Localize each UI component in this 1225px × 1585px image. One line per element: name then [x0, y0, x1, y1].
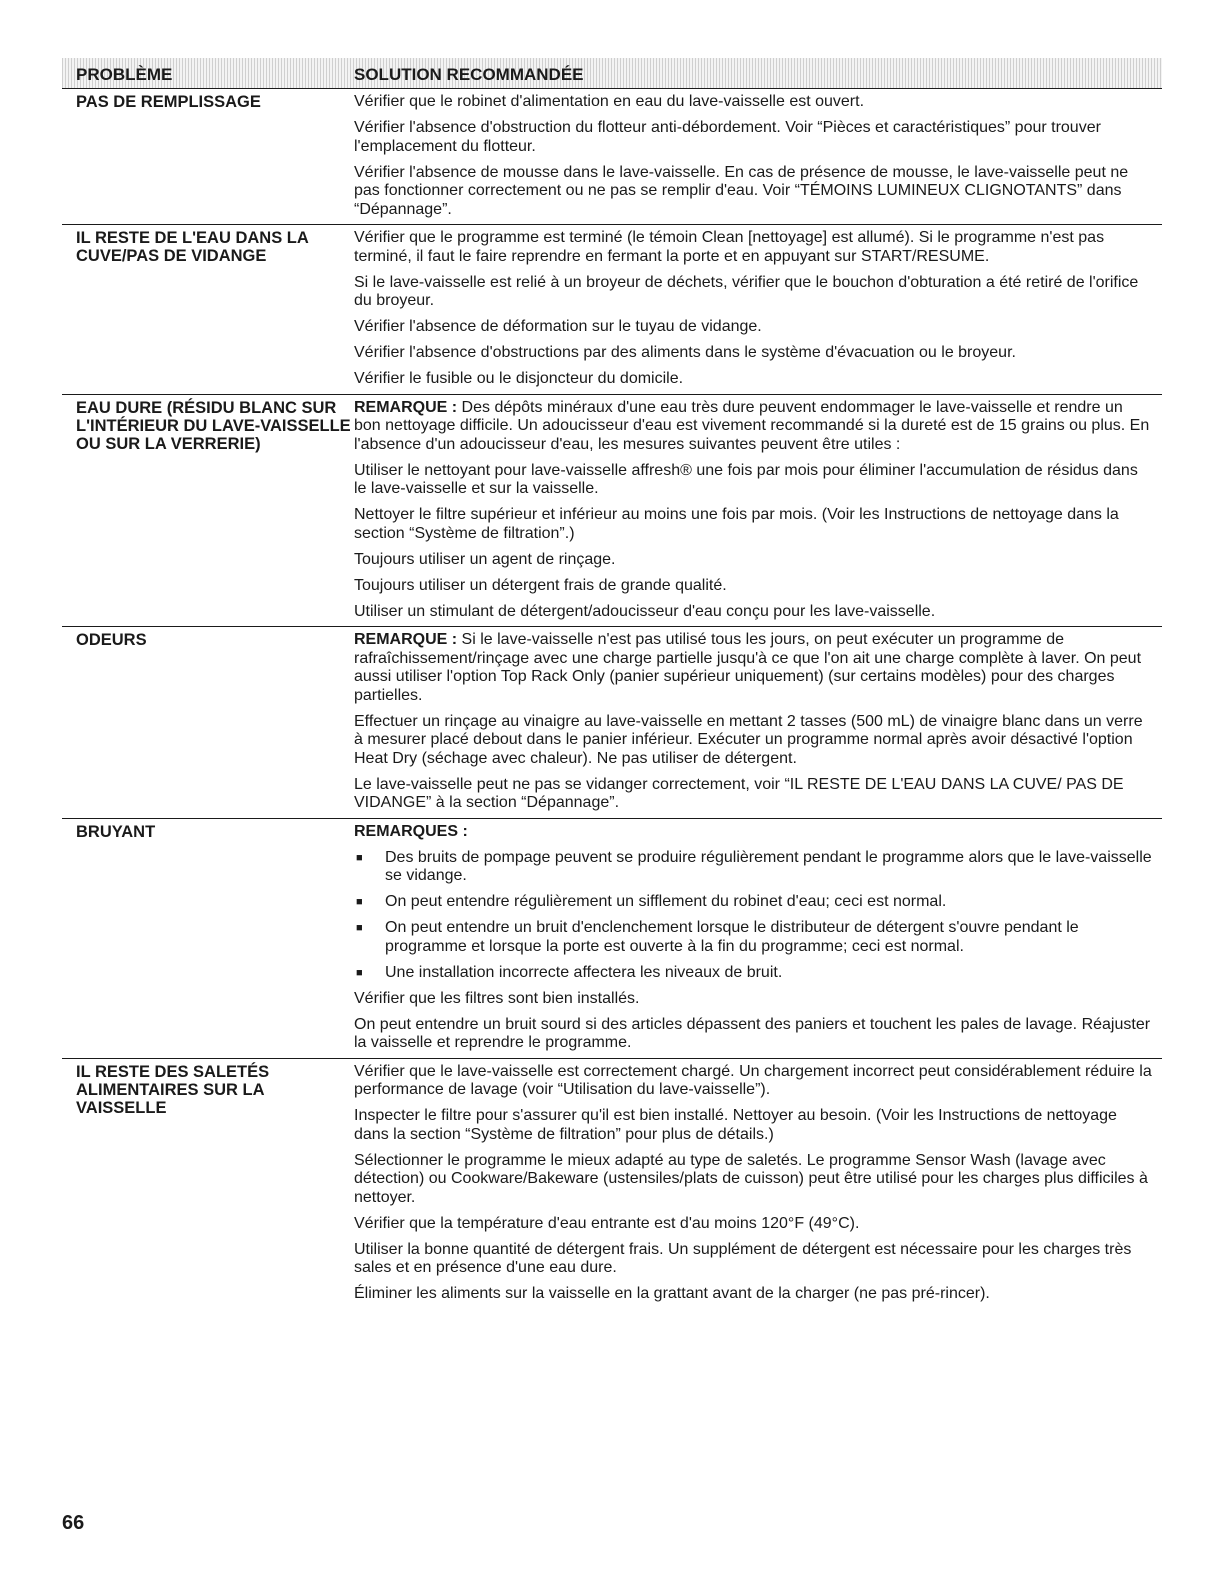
- solution-text: Toujours utiliser un agent de rinçage.: [354, 550, 616, 568]
- problem-label: EAU DURE (RÉSIDU BLANC SUR L'INTÉRIEUR DU LAVE-VAISSELLE OU SUR LA VERRERIE): [76, 398, 351, 453]
- table-header: [62, 58, 1162, 89]
- solution-list: [354, 823, 1162, 1053]
- solution-text: Utiliser la bonne quantité de détergent frais. Un supplément de détergent est nécessaire pour les charges très sales et en présence d'une eau dure.: [354, 1240, 1132, 1276]
- problem-label: IL RESTE DES SALETÉS ALIMENTAIRES SUR LA VAISSELLE: [76, 1062, 270, 1117]
- note-label: REMARQUES :: [354, 822, 468, 840]
- solution-paragraph: [354, 603, 1152, 622]
- solution-text: Utiliser un stimulant de détergent/adoucisseur d'eau conçu pour les lave-vaisselle.: [354, 602, 936, 620]
- solution-paragraph: [354, 577, 1152, 596]
- solution-text: Inspecter le filtre pour s'assurer qu'il est bien installé. Nettoyer au besoin. (Voir les Instructions de nettoyage dans la section “Système de filtration” pour plus de détails.): [354, 1107, 1117, 1143]
- solution-paragraph: [354, 164, 1152, 220]
- solution-paragraph: [354, 1063, 1152, 1100]
- header-solution-cell: [354, 65, 1162, 88]
- solution-text: Si le lave-vaisselle est relié à un broyeur de déchets, vérifier que le bouchon d'obturation a été retiré de l'orifice du broyeur.: [354, 273, 1139, 309]
- solution-list: [354, 399, 1162, 622]
- solution-paragraph: [354, 1016, 1152, 1053]
- bullet-square-icon: ■: [356, 966, 363, 979]
- solution-text: Vérifier le fusible ou le disjoncteur du domicile.: [354, 370, 684, 387]
- header-problem-label: PROBLÈME: [76, 65, 173, 84]
- solution-text: Vérifier que les filtres sont bien installés.: [354, 989, 640, 1007]
- solution-text: Le lave-vaisselle peut ne pas se vidanger correctement, voir “IL RESTE DE L'EAU DANS LA CUVE/ PAS DE VIDANGE” à la section “Dépannage”.: [354, 775, 1124, 811]
- solution-paragraph: [354, 1285, 1152, 1304]
- solution-text: Toujours utiliser un détergent frais de grande qualité.: [354, 576, 727, 594]
- table-row: [62, 225, 1162, 395]
- solution-text: Vérifier l'absence de déformation sur le tuyau de vidange.: [354, 318, 762, 335]
- solution-text: Sélectionner le programme le mieux adapté au type de saletés. Le programme Sensor Wash (lavage avec détection) ou Cookware/Bakeware (ustensiles/plats de cuisson) peut être utilisé pour les charges plus difficiles à nettoyer.: [354, 1151, 1148, 1206]
- solution-list: [354, 631, 1162, 813]
- table-row: [62, 89, 1162, 225]
- solution-text: Des dépôts minéraux d'une eau très dure peuvent endommager le lave-vaisselle et rendre un bon nettoyage difficile. Un adoucisseur d'eau est vivement recommandé si la dureté est de 15 grains ou plus. En l'absence d'un adoucisseur d'eau, les mesures suivantes peuvent être utiles :: [354, 398, 1150, 453]
- note-label: REMARQUE :: [354, 631, 458, 648]
- solution-text: Si le lave-vaisselle n'est pas utilisé tous les jours, on peut exécuter un programme de rafraîchissement/rinçage avec une charge partielle jusqu'à ce que l'on ait une charge complète à laver. On peut aussi utiliser l'option Top Rack Only (panier supérieur uniquement) (sur certains modèles) pour des charges partielles.: [354, 631, 1142, 704]
- solution-paragraph: [354, 370, 1152, 389]
- table-row: [62, 1059, 1162, 1309]
- solution-text: Vérifier que la température d'eau entrante est d'au moins 120°F (49°C).: [354, 1214, 860, 1232]
- solution-paragraph: [354, 274, 1152, 311]
- bullet-text: Des bruits de pompage peuvent se produire régulièrement pendant le programme alors que le lave-vaisselle se vidange.: [385, 848, 1152, 884]
- problem-label: ODEURS: [76, 631, 147, 649]
- bullet-item: [354, 964, 1152, 983]
- solution-paragraph: [354, 713, 1152, 769]
- solution-paragraph: [354, 506, 1152, 543]
- solution-paragraph: [354, 229, 1152, 266]
- solution-text: Vérifier que le robinet d'alimentation en eau du lave-vaisselle est ouvert.: [354, 93, 865, 110]
- bullet-square-icon: ■: [356, 851, 363, 864]
- problem-label: IL RESTE DE L'EAU DANS LA CUVE/PAS DE VIDANGE: [76, 229, 309, 265]
- bullet-text: On peut entendre un bruit d'enclenchement lorsque le distributeur de détergent s'ouvre pendant le programme et lorsque la porte est ouverte à la fin du programme; ceci est normal.: [385, 919, 1079, 955]
- solution-text: Vérifier que le lave-vaisselle est correctement chargé. Un chargement incorrect peut considérablement réduire la performance de lavage (voir “Utilisation du lave-vaisselle”).: [354, 1062, 1152, 1098]
- solution-paragraph: [354, 318, 1152, 337]
- solution-paragraph: [354, 344, 1152, 363]
- header-problem-cell: [62, 65, 354, 88]
- solution-paragraph: [354, 93, 1152, 112]
- solution-text: Vérifier l'absence d'obstruction du flotteur anti-débordement. Voir “Pièces et caractéristiques” pour trouver l'emplacement du flotteur.: [354, 119, 1101, 155]
- solution-paragraph: [354, 1107, 1152, 1144]
- solution-paragraph: [354, 990, 1152, 1009]
- solution-text: Nettoyer le filtre supérieur et inférieur au moins une fois par mois. (Voir les Instructions de nettoyage dans la section “Système de filtration”.): [354, 506, 1119, 542]
- solution-text: On peut entendre un bruit sourd si des articles dépassent des paniers et touchent les pales de lavage. Réajuster la vaisselle et reprendre le programme.: [354, 1015, 1151, 1051]
- troubleshooting-table: [62, 58, 1162, 1309]
- table-body: [62, 89, 1162, 1309]
- solution-text: Vérifier l'absence d'obstructions par des aliments dans le système d'évacuation ou le broyeur.: [354, 344, 1016, 361]
- bullet-item: [354, 849, 1152, 886]
- page-number: 66: [62, 1512, 85, 1534]
- solution-paragraph: [354, 631, 1152, 705]
- solution-text: Vérifier que le programme est terminé (le témoin Clean [nettoyage] est allumé). Si le programme n'est pas terminé, il faut le faire reprendre en fermant la porte et en appuyant sur START/RESUME.: [354, 229, 1105, 265]
- bullet-square-icon: ■: [356, 922, 363, 934]
- solution-paragraph: [354, 1215, 1152, 1234]
- solution-paragraph: [354, 1152, 1152, 1208]
- problem-label: PAS DE REMPLISSAGE: [76, 93, 261, 111]
- solution-text: Effectuer un rinçage au vinaigre au lave-vaisselle en mettant 2 tasses (500 mL) de vinaigre blanc dans un verre à mesurer placé debout dans le panier inférieur. Exécuter un programme normal après avoir désactivé l'option Heat Dry (séchage avec chaleur). Ne pas utiliser de détergent.: [354, 712, 1143, 767]
- solution-paragraph: [354, 119, 1152, 156]
- solution-paragraph: [354, 776, 1152, 813]
- bullet-text: On peut entendre régulièrement un sifflement du robinet d'eau; ceci est normal.: [385, 893, 947, 910]
- bullet-text: Une installation incorrecte affectera les niveaux de bruit.: [385, 963, 783, 981]
- solution-list: [354, 93, 1162, 219]
- bullet-item: [354, 893, 1152, 912]
- problem-label: BRUYANT: [76, 822, 156, 841]
- solution-paragraph: [354, 1241, 1152, 1278]
- header-solution-label: SOLUTION RECOMMANDÉE: [354, 65, 584, 84]
- table-row: [62, 395, 1162, 628]
- solution-text: Utiliser le nettoyant pour lave-vaisselle affresh® une fois par mois pour éliminer l'accumulation de résidus dans le lave-vaisselle et sur la vaisselle.: [354, 461, 1138, 497]
- solution-list: [354, 229, 1162, 389]
- bullet-square-icon: ■: [356, 896, 363, 908]
- solution-paragraph: [354, 462, 1152, 499]
- table-row: [62, 627, 1162, 819]
- note-label: REMARQUE :: [354, 398, 458, 416]
- solution-paragraph: [354, 551, 1152, 570]
- solution-list: [354, 1063, 1162, 1304]
- table-row: [62, 819, 1162, 1059]
- solution-text: Vérifier l'absence de mousse dans le lave-vaisselle. En cas de présence de mousse, le lave-vaisselle peut ne pas fonctionner correctement ou ne pas se remplir d'eau. Voir “TÉMOINS LUMINEUX CLIGNOTANTS” dans “Dépannage”.: [354, 163, 1129, 218]
- solution-paragraph: [354, 399, 1152, 455]
- bullet-item: [354, 919, 1152, 956]
- solution-paragraph: [354, 823, 1152, 842]
- solution-text: Éliminer les aliments sur la vaisselle en la grattant avant de la charger (ne pas pré-rincer).: [354, 1285, 990, 1302]
